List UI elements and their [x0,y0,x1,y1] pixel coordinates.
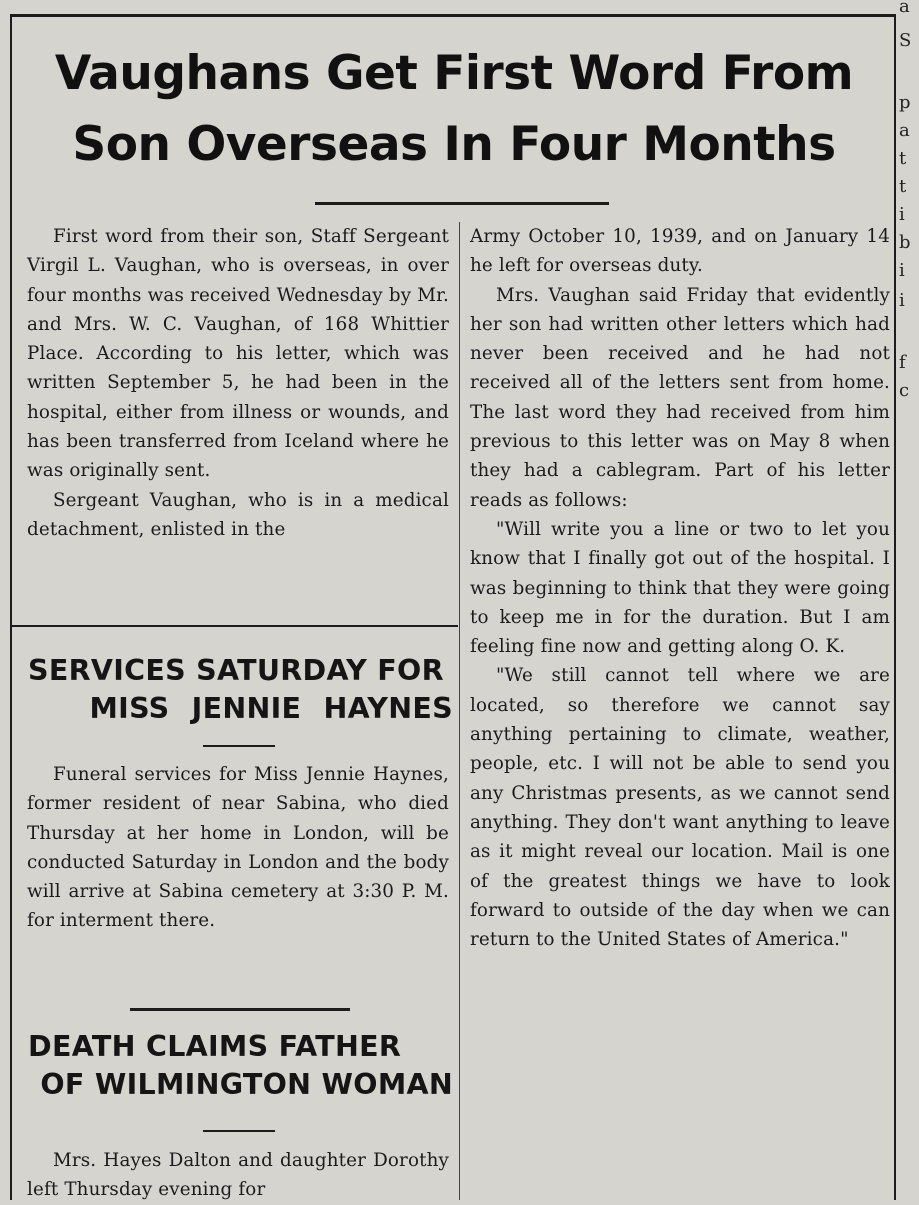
headline-line-2: Son Overseas In Four Months [72,117,836,172]
death-underline-rule [203,1130,275,1132]
adjacent-letter: p [899,92,911,113]
main-story-paragraph-3: Army October 10, 1939, and on January 14 he left for overseas duty. [470,226,890,277]
main-story-column-1 [27,222,449,544]
adjacent-letter: i [899,290,905,311]
adjacent-letter: c [899,380,910,401]
adjacent-letter: b [899,232,911,253]
death-headline-line-2: OF WILMINGTON WOMAN [40,1068,453,1101]
main-story-paragraph-1: First word from their son, Staff Sergeant Virgil L. Vaughan, who is overseas, in over four months was received Wednesday by Mr. and Mrs. W. C. Vaughan, of 168 Whittier Place. According to his letter, which was written September 5, he had been in the hospital, either from illness or wounds, and has been transferred from Iceland where he was originally sent. [27,226,449,482]
left-border-rule [10,14,12,1200]
services-story-headline [28,652,453,728]
adjacent-letter: i [899,204,905,225]
main-story-paragraph-5: "Will write you a line or two to let you know that I finally got out of the hospital. I was beginning to think that they were going to keep me in for the duration. But I am feeling fine now and getting along O. K. [470,518,890,658]
adjacent-column-fragment [895,0,919,1200]
services-story-body [27,760,449,936]
top-rule [10,14,895,17]
adjacent-letter: t [899,176,907,197]
section-rule-1 [12,625,458,627]
adjacent-letter: a [899,0,910,17]
death-headline-line-1: DEATH CLAIMS FATHER [28,1030,402,1063]
main-headline [14,38,894,180]
adjacent-letter: S [899,30,912,51]
adjacent-letter: a [899,120,910,141]
column-divider [459,222,460,1200]
main-story-paragraph-4: Mrs. Vaughan said Friday that evidently her son had written other letters which had never been received and he had not received all of the letters sent from home. The last word they had received from him previous to this letter was on May 8 when they had a cablegram. Part of his letter reads as follows: [470,284,890,511]
section-rule-2 [130,1008,350,1011]
main-story-paragraph-6: "We still cannot tell where we are located, so therefore we cannot say anything pertaining to climate, weather, people, etc. I will not be able to send you any Christmas presents, as we cannot send anything. They don't want anything to leave as it might reveal our location. Mail is one of the greatest things we have to look forward to outside of the day when we can return to the United States of America." [470,665,890,951]
adjacent-letter: t [899,148,907,169]
headline-line-1: Vaughans Get First Word From [54,46,854,101]
adjacent-letter: f [899,352,906,373]
services-underline-rule [203,745,275,747]
headline-underline-rule [315,202,609,205]
services-paragraph: Funeral services for Miss Jennie Haynes, former resident of near Sabina, who died Thursday at her home in London, will be conducted Saturday in London and the body will arrive at Sabina cemetery at 3:30 P. M. for interment there. [27,764,449,932]
services-headline-line-1: SERVICES SATURDAY FOR [28,654,444,687]
main-story-paragraph-2: Sergeant Vaughan, who is in a medical detachment, enlisted in the [27,489,449,540]
death-story-headline [28,1028,453,1104]
main-story-column-2 [470,222,890,954]
adjacent-letter: i [899,260,905,281]
death-story-body [27,1146,449,1205]
services-headline-line-2: MISS JENNIE HAYNES [89,692,453,725]
death-paragraph: Mrs. Hayes Dalton and daughter Dorothy left Thursday evening for [27,1150,449,1201]
